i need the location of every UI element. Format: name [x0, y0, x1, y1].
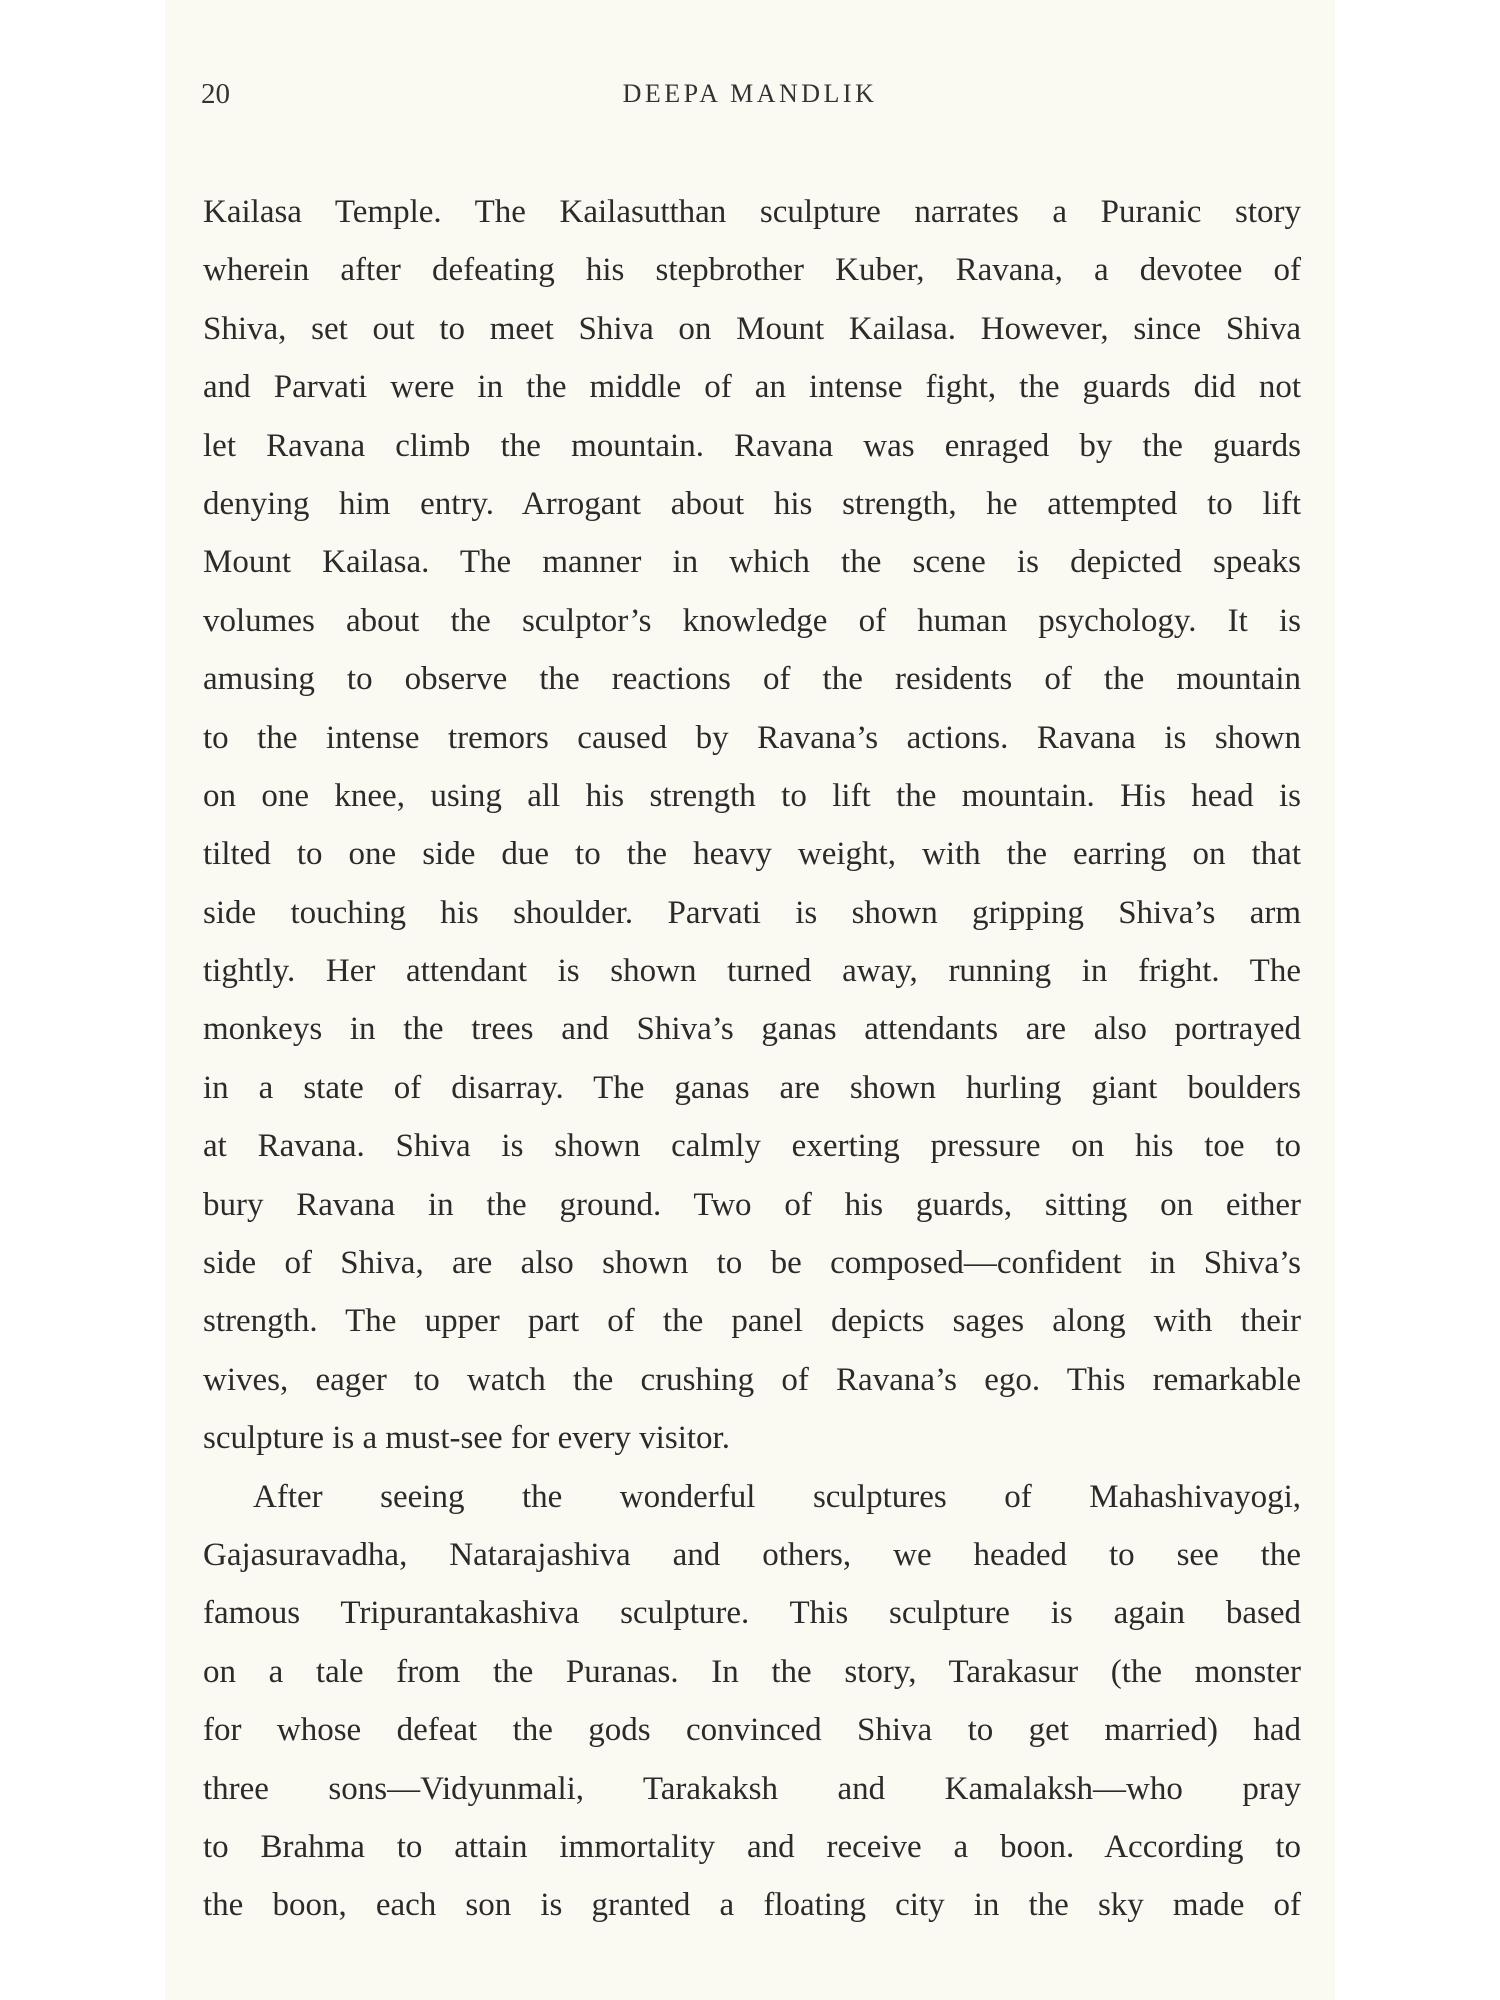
text-line: monkeys in the trees and Shiva’s ganas attendants are also portrayed	[203, 1011, 1301, 1048]
text-line: at Ravana. Shiva is shown calmly exerting pressure on his toe to	[203, 1128, 1301, 1165]
page-number: 20	[201, 78, 230, 110]
text-line: and Parvati were in the middle of an intense fight, the guards did not	[203, 369, 1301, 406]
paragraph-2	[203, 1468, 1301, 1935]
text-line: in a state of disarray. The ganas are shown hurling giant boulders	[203, 1069, 1301, 1106]
body-text	[203, 183, 1301, 1935]
text-line: on a tale from the Puranas. In the story, Tarakasur (the monster	[203, 1653, 1301, 1690]
text-line: Mount Kailasa. The manner in which the scene is depicted speaks	[203, 544, 1301, 581]
page-header	[165, 74, 1335, 114]
text-line: wives, eager to watch the crushing of Ravana’s ego. This remarkable	[203, 1361, 1301, 1398]
text-line: After seeing the wonderful sculptures of Mahashivayogi,	[253, 1478, 1301, 1515]
text-line: amusing to observe the reactions of the residents of the mountain	[203, 661, 1301, 698]
text-line: tightly. Her attendant is shown turned away, running in fright. The	[203, 953, 1301, 990]
running-head: DEEPA MANDLIK	[622, 79, 878, 108]
text-line: side of Shiva, are also shown to be composed—confident in Shiva’s	[203, 1245, 1301, 1282]
text-line: Kailasa Temple. The Kailasutthan sculpture narrates a Puranic story	[203, 194, 1301, 230]
text-line: sculpture is a must-see for every visitor.	[203, 1420, 730, 1457]
text-line: to the intense tremors caused by Ravana’s actions. Ravana is shown	[203, 719, 1301, 756]
text-line: volumes about the sculptor’s knowledge of human psychology. It is	[203, 602, 1301, 639]
text-line: on one knee, using all his strength to lift the mountain. His head is	[203, 777, 1301, 814]
text-line: let Ravana climb the mountain. Ravana was enraged by the guards	[203, 427, 1301, 464]
text-line: Shiva, set out to meet Shiva on Mount Kailasa. However, since Shiva	[203, 310, 1301, 347]
text-line: denying him entry. Arrogant about his strength, he attempted to lift	[203, 485, 1301, 522]
text-line: for whose defeat the gods convinced Shiva to get married) had	[203, 1712, 1301, 1749]
book-page	[165, 0, 1335, 2000]
text-line: three sons—Vidyunmali, Tarakaksh and Kamalaksh—who pray	[203, 1770, 1301, 1807]
text-line: strength. The upper part of the panel depicts sages along with their	[203, 1303, 1301, 1340]
text-line: to Brahma to attain immortality and receive a boon. According to	[203, 1828, 1301, 1865]
text-line: the boon, each son is granted a floating city in the sky made of	[203, 1887, 1301, 1924]
text-line: wherein after defeating his stepbrother Kuber, Ravana, a devotee of	[203, 252, 1301, 289]
text-line: famous Tripurantakashiva sculpture. This sculpture is again based	[203, 1595, 1301, 1632]
text-line: bury Ravana in the ground. Two of his guards, sitting on either	[203, 1186, 1301, 1223]
paragraph-1	[203, 183, 1301, 1468]
text-line: tilted to one side due to the heavy weight, with the earring on that	[203, 836, 1301, 873]
text-line: Gajasuravadha, Natarajashiva and others, we headed to see the	[203, 1536, 1301, 1573]
text-line: side touching his shoulder. Parvati is shown gripping Shiva’s arm	[203, 894, 1301, 931]
